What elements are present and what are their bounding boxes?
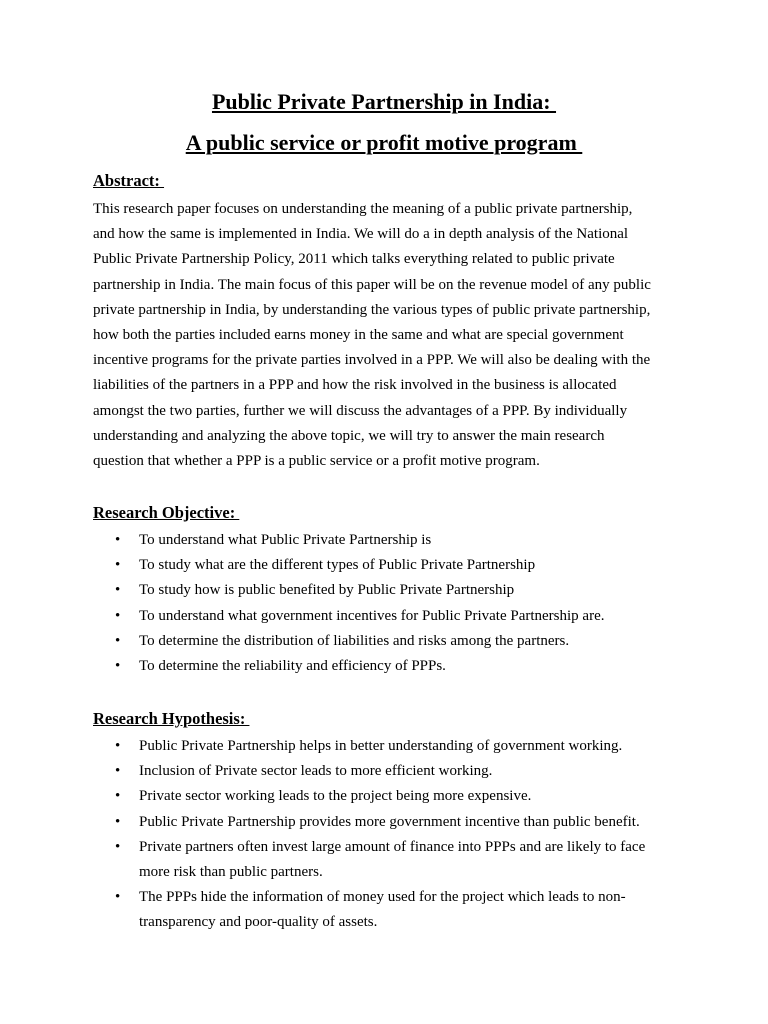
bullet-icon: • bbox=[115, 763, 121, 780]
objective-item-text: To determine the distribution of liabilities and risks among the partners. bbox=[139, 632, 570, 649]
objective-item bbox=[0, 654, 699, 679]
abstract-line: This research paper focuses on understanding the meaning of a public private partnership, bbox=[93, 201, 633, 217]
title-line-1-text: Public Private Partnership in India: bbox=[211, 89, 557, 114]
title-line-2 bbox=[0, 130, 768, 156]
objective-item-text: To understand what government incentives for Public Private Partnership are. bbox=[139, 607, 605, 624]
research-hypothesis-heading bbox=[93, 709, 249, 729]
hypothesis-item-text-continued: more risk than public partners. bbox=[139, 864, 323, 881]
hypothesis-item bbox=[0, 759, 699, 784]
hypothesis-item bbox=[0, 885, 699, 935]
abstract-line: liabilities of the partners in a PPP and how the risk involved in the business is allocated bbox=[93, 377, 617, 394]
abstract-line: incentive programs for the private parties involved in a PPP. We will also be dealing with the bbox=[93, 352, 651, 369]
hypothesis-item-text: Public Private Partnership helps in better understanding of government working. bbox=[139, 738, 623, 754]
abstract-line: how both the parties included earns money in the same and what are special government bbox=[93, 327, 624, 344]
bullet-icon: • bbox=[115, 607, 121, 624]
bullet-icon: • bbox=[115, 813, 121, 830]
abstract-paragraph bbox=[93, 197, 683, 474]
abstract-line: and how the same is implemented in India. We will do a in depth analysis of the National bbox=[93, 226, 629, 243]
abstract-line: partnership in India. The main focus of this paper will be on the revenue model of any public bbox=[93, 276, 651, 293]
research-objective-heading-text: Research Objective: bbox=[93, 503, 240, 522]
hypothesis-item-text: The PPPs hide the information of money used for the project which leads to non- bbox=[139, 889, 626, 906]
abstract-line: amongst the two parties, further we will discuss the advantages of a PPP. By individually bbox=[93, 402, 628, 419]
hypothesis-item bbox=[0, 810, 699, 835]
hypothesis-item-text-continued: transparency and poor-quality of assets. bbox=[139, 914, 378, 931]
objective-item-text: To understand what Public Private Partnership is bbox=[139, 532, 432, 548]
bullet-icon: • bbox=[115, 557, 121, 574]
objective-item-text: To study what are the different types of Public Private Partnership bbox=[139, 557, 536, 574]
hypothesis-item-text: Private partners often invest large amount of finance into PPPs and are likely to face bbox=[139, 838, 646, 855]
research-hypothesis-list bbox=[0, 734, 699, 936]
title-line-1 bbox=[0, 89, 768, 115]
bullet-icon: • bbox=[115, 838, 121, 855]
objective-item bbox=[0, 553, 699, 578]
hypothesis-item bbox=[0, 835, 699, 885]
abstract-line: Public Private Partnership Policy, 2011 which talks everything related to public private bbox=[93, 251, 615, 268]
hypothesis-item-text: Private sector working leads to the project being more expensive. bbox=[139, 788, 532, 805]
abstract-line: question that whether a PPP is a public service or a profit motive program. bbox=[93, 453, 540, 470]
bullet-icon: • bbox=[115, 632, 121, 649]
objective-item bbox=[0, 629, 699, 654]
objective-item bbox=[0, 604, 699, 629]
abstract-line: understanding and analyzing the above topic, we will try to answer the main research bbox=[93, 427, 605, 444]
abstract-heading bbox=[93, 171, 164, 191]
bullet-icon: • bbox=[115, 658, 121, 675]
research-objective-heading bbox=[93, 503, 239, 523]
abstract-line: private partnership in India, by understanding the various types of public private partnership, bbox=[93, 301, 651, 318]
hypothesis-item bbox=[0, 784, 699, 809]
abstract-heading-text: Abstract: bbox=[93, 171, 165, 190]
hypothesis-item-text: Inclusion of Private sector leads to more efficient working. bbox=[139, 763, 493, 780]
bullet-icon: • bbox=[115, 532, 121, 548]
objective-item-text: To determine the reliability and efficiency of PPPs. bbox=[139, 658, 446, 675]
bullet-icon: • bbox=[115, 582, 121, 599]
bullet-icon: • bbox=[115, 889, 121, 906]
objective-item bbox=[0, 578, 699, 603]
title-line-2-text: A public service or profit motive program bbox=[185, 130, 583, 155]
bullet-icon: • bbox=[115, 738, 121, 754]
research-objective-list bbox=[0, 528, 699, 679]
hypothesis-item bbox=[0, 734, 699, 759]
research-hypothesis-heading-text: Research Hypothesis: bbox=[93, 709, 250, 728]
hypothesis-item-text: Public Private Partnership provides more government incentive than public benefit. bbox=[139, 813, 640, 830]
objective-item-text: To study how is public benefited by Public Private Partnership bbox=[139, 582, 515, 599]
bullet-icon: • bbox=[115, 788, 121, 805]
objective-item bbox=[0, 528, 699, 553]
